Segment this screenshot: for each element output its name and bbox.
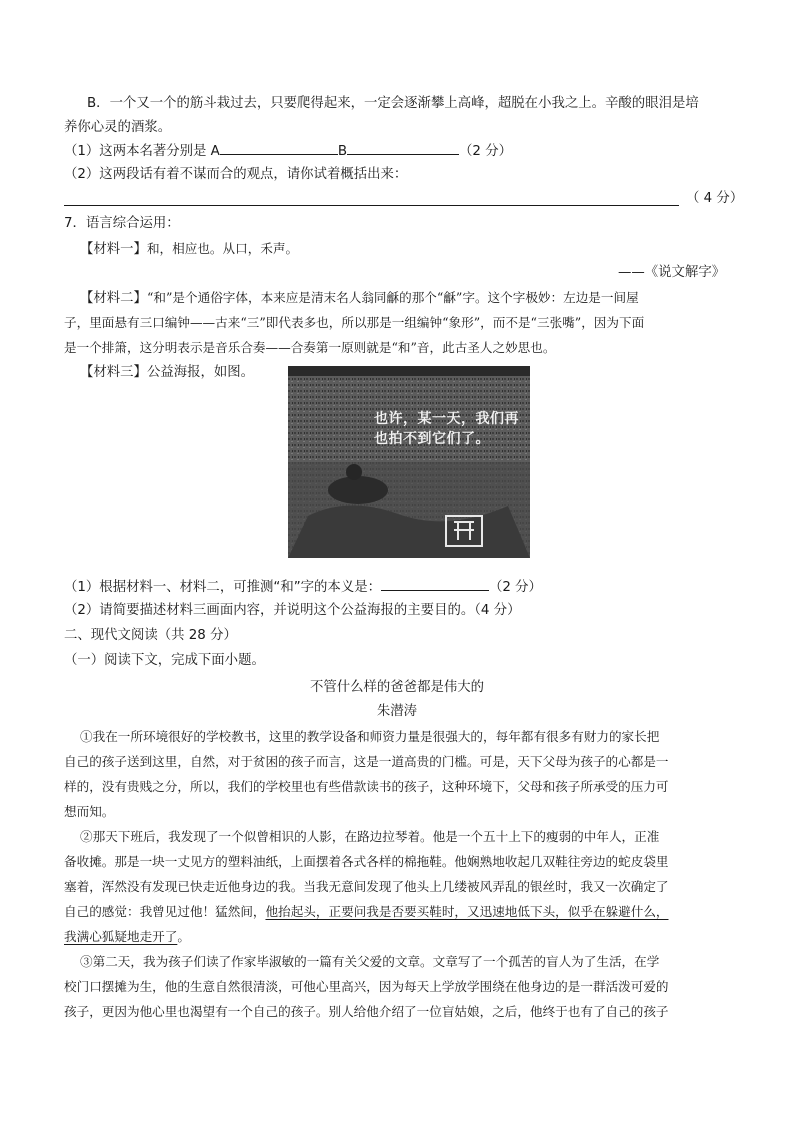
q7-material1-label: 【材料一】 [80,242,147,257]
q7-material1-source: ——《说文解字》 [618,265,726,280]
poster-caption: 也许，某一天，我们再 也拍不到它们了。 [374,411,519,447]
q6-sub2: （2）这两段话有着不谋而合的观点，请你试着概括出来： [64,167,408,182]
public-welfare-poster-image [288,366,530,558]
q6-sub2-score: （ 4 分） [686,191,744,206]
underlined-sentence-end: 我满心狐疑地走开了 [64,929,178,944]
q7-sub1: （1）根据材料一、材料二，可推测“和”字的本义是： （2 分） [64,577,542,597]
article-p3-line3: 孩子，更因为他心里也渴望有一个自己的孩子。别人给他介绍了一位盲姑娘，之后，他终于也有了自己的孩子 [64,1004,669,1019]
q7-material2-line2: 子，里面悬有三口编钟——古来“三”即代表多也，所以那是一组编钟“象形”，而不是“三张嘴”，因为下面 [64,315,645,330]
q7-material2-line1: 【材料二】“和”是个通俗字体，本来应是清末名人翁同龢的那个“龢”字。这个字极妙：左边是一间屋 [80,290,639,306]
q6-sub1-b-label: B [337,144,348,159]
section2-heading: 二、现代文阅读（共 28 分） [64,628,237,643]
poster-scene-graphic [288,366,530,558]
article-p1-line1: ①我在一所环境很好的学校教书，这里的教学设备和师资力量是很强大的，每年都有很多有财力的家长把 [80,729,660,744]
q6-option-b-line2: 养你心灵的酒浆。 [64,120,172,135]
q7-material1 [80,240,298,259]
article-author: 朱潜涛 [376,704,418,719]
article-p2-line4: 自己的感觉：我曾见过他！猛然间，他抬起头，正要问我是否要买鞋时，又迅速地低下头，似乎在躲避什么， [64,904,669,919]
q7-title: 7．语言综合运用： [64,216,180,231]
article-p2-line1: ②那天下班后，我发现了一个似曾相识的人影，在路边拉琴着。他是一个五十上下的瘦弱的中年人，正准 [80,829,660,844]
article-p1-line3: 样的，没有贵贱之分，所以，我们的学校里也有些借款读书的孩子，这种环境下，父母和孩子所承受的压力可 [64,779,669,794]
q7-material3-label: 【材料三】 [80,365,147,380]
q6-answer-blank-b[interactable] [347,141,459,155]
q6-sub1-prefix: （1）这两本名著分别是 A [64,144,220,159]
section2-part1: （一）阅读下文，完成下面小题。 [64,653,265,668]
article-p2-line2: 备收摊。那是一块一丈见方的塑料油纸，上面摆着各式各样的棉拖鞋。他娴熟地收起几双鞋往旁边的蛇皮袋里 [64,854,669,869]
q7-material2-label: 【材料二】 [80,291,147,306]
q6-option-b-line1: B．一个又一个的筋斗栽过去，只要爬得起来，一定会逐渐攀上高峰，超脱在小我之上。辛酸的眼泪是培 [87,96,699,111]
article-p2-line5: 我满心狐疑地走开了。 [64,929,190,944]
q6-sub2-answer-line[interactable] [64,205,679,206]
article-p3-line1: ③第二天，我为孩子们读了作家毕淑敏的一篇有关父爱的文章。文章写了一个孤苦的盲人为了生活，在学 [80,954,660,969]
q6-sub1 [64,141,512,161]
q7-material1-text: 和，相应也。从口，禾声。 [146,241,299,256]
article-p2-line3: 塞着，浑然没有发现已快走近他身边的我。当我无意间发现了他头上几缕被风弄乱的银丝时，我又一次确定了 [64,879,669,894]
q7-material3 [80,364,254,382]
q7-sub2: （2）请简要描述材料三画面内容，并说明这个公益海报的主要目的。（4 分） [64,603,521,618]
article-p1-line2: 自己的孩子送到这里，自然，对于贫困的孩子而言，这是一道高贵的门槛。可是，天下父母为孩子的心都是一 [64,754,669,769]
q6-answer-blank-a[interactable] [220,141,338,155]
article-title: 不管什么样的爸爸都是伟大的 [309,680,485,695]
q7-material2-line3: 是一个排箫，这分明表示是音乐合奏——合奏第一原则就是“和”音，此古圣人之妙思也。 [64,340,556,355]
underlined-sentence: 他抬起头，正要问我是否要买鞋时，又迅速地低下头，似乎在躲避什么， [265,904,669,919]
q7-answer-blank[interactable] [381,577,489,591]
q6-sub1-score: （2 分） [459,144,512,159]
q7-material3-text: 公益海报，如图。 [146,365,255,380]
article-p1-line4: 想而知。 [64,804,115,819]
article-p3-line2: 校门口摆摊为生，他的生意自然很清淡，可他心里高兴，因为每天上学放学围绕在他身边的是一群活泼可爱的 [64,979,669,994]
